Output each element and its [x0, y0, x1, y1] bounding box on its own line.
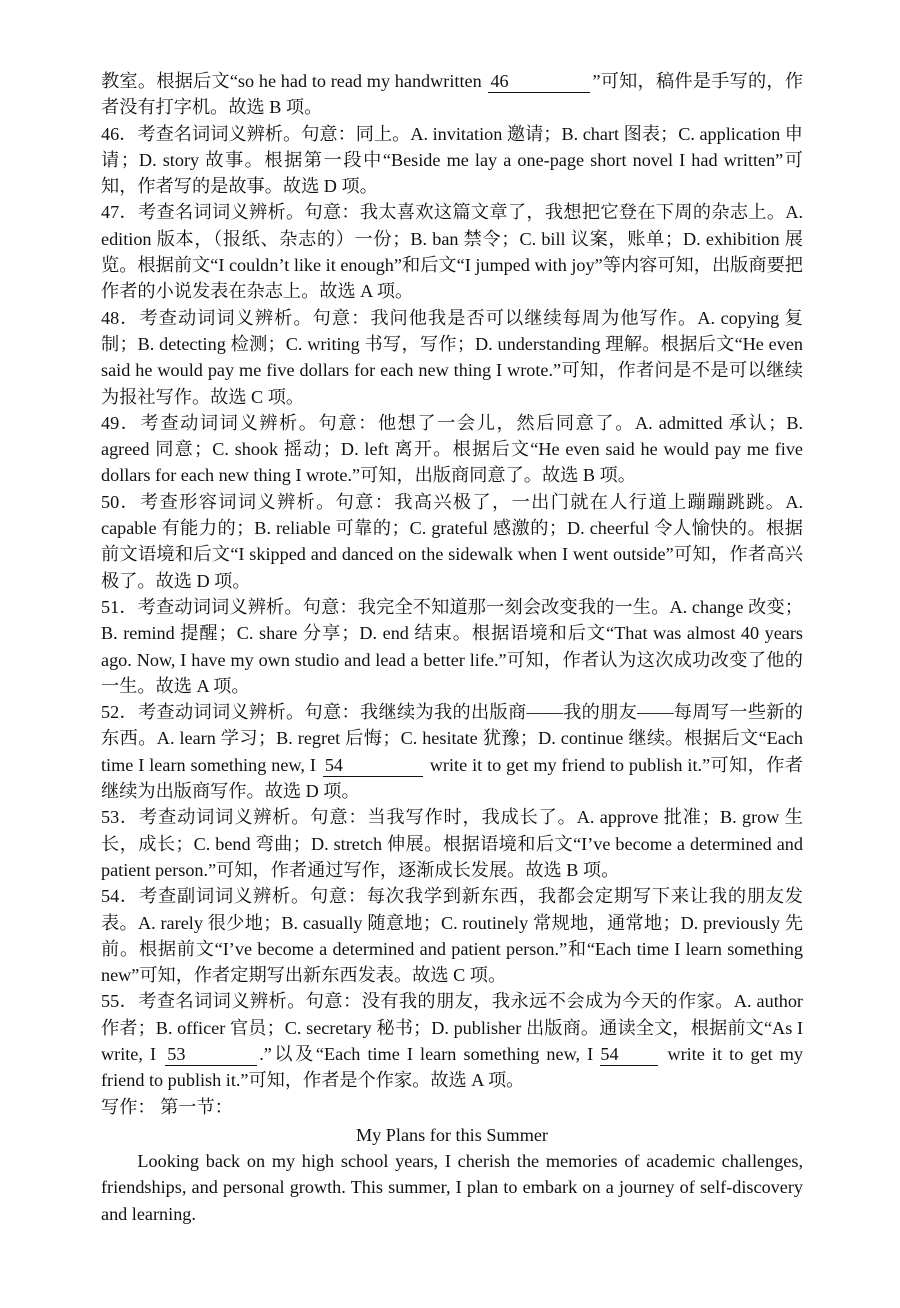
explanation-53: 53．考查动词词义辨析。句意：当我写作时，我成长了。A. approve 批准；B. grow 生长，成长；C. bend 弯曲；D. stretch 伸展。根据语境和后文“I’ve become a determined and patient person.”可知，作者通过写作，逐渐成长发展。故选 B 项。	[101, 807, 803, 880]
explanation-55-after: write it to get my friend to publish it.”可知，作者是个作家。故选 A 项。	[101, 1043, 804, 1091]
intro-text-after: ”可知，稿件是手写的，作者没有打字机。故选 B 项。	[101, 71, 804, 118]
blank-53: 53	[165, 1044, 257, 1066]
explanation-55	[101, 988, 803, 1093]
explanation-49: 49．考查动词词义辨析。句意：他想了一会儿，然后同意了。A. admitted 承认；B. agreed 同意；C. shook 摇动；D. left 离开。根据后文“He even said he would pay me five dollars for each new thing I wrote.”可知，出版商同意了。故选 B 项。	[101, 412, 803, 486]
essay-title: My Plans for this Summer	[356, 1124, 548, 1145]
explanation-48: 48．考查动词词义辨析。句意：我问他我是否可以继续每周为他写作。A. copying 复制；B. detecting 检测；C. writing 书写，写作；D. understanding 理解。根据后文“He even said he would pay me five dollars for each new thing I wrote.”可知，作者问是不是可以继续为报社写作。故选 C 项。	[101, 307, 803, 407]
explanation-46: 46．考查名词词义辨析。句意：同上。A. invitation 邀请；B. chart 图表；C. application 申请；D. story 故事。根据第一段中“Beside me lay a one-page short novel I had written”可知，作者写的是故事。故选 D 项。	[101, 123, 803, 197]
explanation-55-text: 55．考查名词词义辨析。句意：没有我的朋友，我永远不会成为今天的作家。A. author 作者；B. officer 官员；C. secretary 秘书；D. publisher 出版商。通读全文，根据前文“As I write, I	[101, 991, 803, 1064]
essay-paragraph: Looking back on my high school years, I cherish the memories of academic challenges, friendships, and personal growth. This summer, I plan to embark on a journey of self-discovery and learning.	[101, 1151, 803, 1224]
blank-54-second: 54	[600, 1044, 658, 1066]
explanation-52-text: 52．考查动词词义辨析。句意：我继续为我的出版商——我的朋友——每周写一些新的东西。A. learn 学习；B. regret 后悔；C. hesitate 犹豫；D. continue 继续。根据后文“Each time I learn something new, I	[101, 702, 803, 775]
explanation-52-after: write it to get my friend to publish it.”可知，作者继续为出版商写作。故选 D 项。	[101, 754, 804, 802]
explanation-50: 50．考查形容词词义辨析。句意：我高兴极了，一出门就在人行道上蹦蹦跳跳。A. capable 有能力的；B. reliable 可靠的；C. grateful 感激的；D. cheerful 令人愉快的。根据前文语境和后文“I skipped and danced on the sidewalk when I went outside”可知，作者高兴极了。故选 D 项。	[101, 491, 803, 591]
intro-paragraph	[101, 68, 803, 121]
blank-54: 54	[323, 755, 423, 777]
explanation-51: 51．考查动词词义辨析。句意：我完全不知道那一刻会改变我的一生。A. change 改变；B. remind 提醒；C. share 分享；D. end 结束。根据语境和后文“That was almost 40 years ago. Now, I have my own studio and lead a better life.”可知，作者认为这次成功改变了他的一生。故选 A 项。	[101, 596, 803, 696]
explanation-52	[101, 699, 803, 804]
explanation-47: 47．考查名词词义辨析。句意：我太喜欢这篇文章了，我想把它登在下周的杂志上。A. edition 版本，（报纸、杂志的）一份；B. ban 禁令；C. bill 议案，账单；D. exhibition 展览。根据前文“I couldn’t like it enough”和后文“I jumped with joy”等内容可知，出版商要把作者的小说发表在杂志上。故选 A 项。	[101, 202, 803, 302]
writing-section-label: 写作： 第一节：	[101, 1096, 233, 1117]
intro-text-before: 教室。根据后文“so he had to read my handwritten	[101, 71, 482, 91]
blank-46: 46	[488, 71, 590, 93]
answer-page	[101, 68, 803, 1227]
explanation-55-mid: .”以及“Each time I learn something new, I	[259, 1043, 594, 1064]
explanation-54: 54．考查副词词义辨析。句意：每次我学到新东西，我都会定期写下来让我的朋友发表。A. rarely 很少地；B. casually 随意地；C. routinely 常规地，通常地；D. previously 先前。根据前文“I’ve become a determined and patient person.”和“Each time I learn something new”可知，作者定期写出新东西发表。故选 C 项。	[101, 886, 803, 986]
